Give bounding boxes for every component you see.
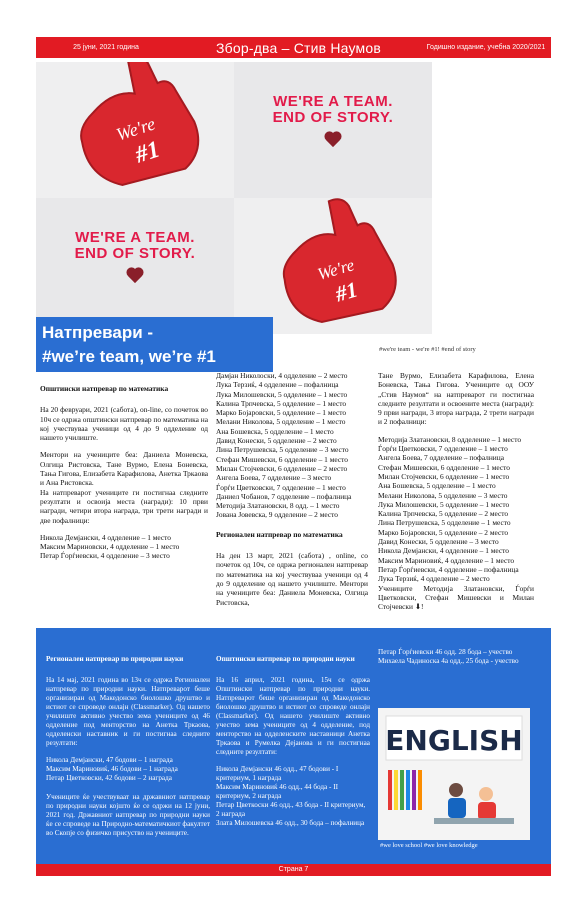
heading-regional-science: Регионален натпревар по природни науки [46,655,184,663]
list-item: Милан Стојчевски, 6 одделение – 2 место [216,463,348,473]
heart-icon [324,132,342,148]
article-science-continued [378,648,530,666]
article-column-1 [40,384,208,561]
foam-hand-graphic [234,198,432,334]
paragraph: Ментори на учениците беа: Даниела Моневска, Олгица Ристовска, Тане Вурмо, Елена Боневска, Тања Гигова, Елизабета Карафилова, Анетка Тркаова и Ана Ристовска. [40,450,208,488]
list-item: Ана Бошевска, 5 одделение – 1 место [216,426,334,436]
list-item: Дамјан Николоски, 4 одделение – 2 место [216,371,348,380]
list-item: Никола Демјански, 4 одделение – 1 место [378,546,509,556]
paragraph: Учениците ќе учествуваат на државниот натпревар по природни науки којшто ќе се одржи на 12 јуни, 2021 год. Државниот натпревар по природни науки ќе се спроведе на Природно-математичкиот факултет во Скопје со физичко присуство на учениците. [46,793,210,837]
heading-regional-math: Регионален натпревар по математика [216,529,343,539]
results-list [378,435,534,584]
list-item: Милан Стојчевски, 6 одделение – 1 место [378,471,510,481]
edition-label: Годишно издание, учебна 2020/2021 [426,44,546,51]
list-item: Стефан Мишевски, 6 одделение – 1 место [378,462,510,472]
section-banner [36,317,273,372]
english-word: ENGLISH [385,724,523,757]
list-item: Ана Бошевска, 5 одделение – 1 место [378,481,496,491]
list-item: Лина Петрушевска, 5 одделение – 3 место [216,445,349,455]
list-item: Ангела Боева, 7 одделение – 3 место [216,473,332,483]
list-item: Петар Ѓорѓиевски, 4 одделение – пофалница [378,564,519,574]
list-item: Петар Ѓорѓиевски, 4 одделение – 3 место [40,551,170,561]
list-item: Мелани Николова, 5 одделение – 3 место [378,490,508,500]
list-item: Ѓорѓи Цветковски, 7 одделение – 1 место [378,444,508,454]
list-item: Јована Јовевска, 9 одделение – 2 место [216,510,338,520]
list-item: Калина Трпчевска, 5 одделение – 2 место [378,509,509,519]
team-line-1: WE'RE A TEAM. [273,93,393,110]
list-item: Марко Бојаровски, 5 одделение – 1 место [216,408,347,418]
article-column-2 [216,371,368,615]
paragraph: Учениците Методија Златановски, Ѓорѓи Цветковски, Стефан Мишевски и Милан Стојчевски ⬇! [378,583,534,612]
list-item: Никола Демјански 46 одд., 47 бодови - I критериум, 1 награда [216,765,339,782]
article-regional-science [46,655,210,846]
list-item: Лука Терзиќ, 4 одделение – пофалница [216,380,339,390]
hand-number-text: #1 [132,136,163,169]
list-item: Калина Трпчевска, 5 одделение – 1 место [216,398,347,408]
paragraph: На 14 мај, 2021 година во 13ч се одржа Регионален натпревар по природни науки. Натпреварот беше организиран од Македонско биолошко друштво и истиот се спроведе онлајн (Classmarker). Од нашето училиште активно учество зема учениците од 46 одделение под менторство на Анетка Тркаова, одделенски наставник и ги постигнаа следните резултати: [46,676,210,747]
issue-date: 25 јуни, 2021 година [73,44,139,51]
results-list [216,371,368,520]
team-image-1 [234,62,432,198]
list-item: Никола Демјански, 4 одделение – 1 место [40,532,171,542]
team-line-2: END OF STORY. [74,244,196,262]
list-item: Максим Мариновски, 4 одделение – 1 место [40,542,180,552]
team-line-1: WE'RE A TEAM. [75,229,195,246]
header-bar [36,37,551,58]
hand-number-text: #1 [332,276,361,307]
paragraph: На натпреварот учениците ги постигнаа следните резултати и освоија места (награди): 10 први награди, четири втора награда, три трети награди и две пофалници: [40,487,208,525]
heading-municipal-science: Општински натпревар по природни науки [216,655,355,663]
newsletter-title: Збор-два – Стив Наумов [215,39,381,56]
list-item: Стефан Мишевски, 6 одделение – 1 место [216,454,348,464]
english-photo [378,708,530,840]
list-item: Петар Ѓорѓиевски 46 одд. 28 бода – учество [378,648,513,656]
list-item: Ангела Боева, 7 одделение – пофалница [378,453,504,463]
article-column-3 [378,371,534,619]
list-item: Злата Милошевска 46 одд., 30 бода – пофалница [216,819,365,827]
heart-icon [126,268,144,284]
results-list [40,533,208,561]
list-item: Давид Конески, 5 одделение – 3 место [378,537,499,547]
list-item: Лина Петрушевска, 5 одделение – 1 место [378,518,511,528]
list-item: Лука Милошевски, 5 одделение – 1 место [378,499,510,509]
hand-we-text: We're [315,255,357,284]
team-image-2 [36,198,234,317]
results-list [216,765,370,828]
list-item: Давид Конески, 5 одделение – 2 место [216,436,337,446]
foam-hand-graphic [36,62,234,198]
list-item: Марко Бојаровски, 5 одделение – 2 место [378,527,509,537]
page-number: Страна 7 [36,864,551,876]
list-item: Мелани Николова, 5 одделение – 1 место [216,417,346,427]
list-item: Петар Цветковски, 42 бодови – 2 награда [46,774,172,782]
list-item: Ѓорѓи Цветковски, 7 одделение – 1 место [216,482,346,492]
list-item: Михаела Чадиноска 4а одд., 25 бода - учество [378,657,519,665]
list-item: Даниел Чобанов, 7 одделение – пофалница [216,491,352,501]
heading-municipal-math: Општински натпревар по математика [40,384,169,393]
list-item: Лука Терзиќ, 4 одделение – 2 место [378,574,490,584]
image-caption: #we love school #we love knowledge [380,842,478,849]
list-item: Максим Мариновиќ, 4 одделение – 1 место [378,555,515,565]
hand-we-text: We're [113,113,158,145]
paragraph: На ден 13 март, 2021 (сабота) , online, со почеток од 10ч, се одржа регионален натпревар по математика на кој учествуваа ученици од 4 до 9 одделение од нашето училиште. Ментори на учениците беа: Даниела Моневска, Олгица Ристовска, [216,551,368,607]
list-item: Методија Златановски, 8 одд. – 1 место [216,501,340,511]
banner-line-1: Натпревари - [42,323,154,342]
list-item: Никола Демјански, 47 бодови – 1 награда [46,756,173,764]
team-line-2: END OF STORY. [272,108,394,126]
list-item: Методија Златановски, 8 одделение – 1 место [378,434,522,444]
list-item: Лука Милошевски, 5 одделение – 1 место [216,389,348,399]
list-item: Петар Цветкоски 46 одд., 43 бода - II критериум, 2 награда [216,801,366,818]
paragraph: Тане Вурмо, Елизабета Карафилова, Елена Боневска, Тања Гигова. Учениците од ООУ „Стив Наумов“ на натпреварот ги постигнаа следните резултати и освоените места (награди): 9 први награди, 3 втора награда, 2 трети награди и 2 пофалници: [378,371,534,427]
list-item: Максим Мариновиќ 46 одд., 44 бода - II критериум, 2 награда [216,783,338,800]
banner-line-2: #we’re team, we’re #1 [42,347,216,366]
paragraph: На 16 април, 2021 година, 15ч се одржа Општински натпревар по природни науки. Натпреварот беше организиран од Македонско биолошко друштво и истиот се спроведе онлајн (Classmarker). Од нашето училиште активно учество зема учениците од 4 одделение, под менторство на одделенските наставници Анетка Тркаова и Румелка Дејанова и ги постигнаа следните резултати: [216,676,370,756]
paragraph: На 20 февруари, 2021 (сабота), on-line, со почеток во 10ч се одржа општински натпревар по математика на кој учествуваа ученици од 4 до 9 одделение од нашето училиште. [40,405,208,443]
foam-hand-image-2 [234,198,432,334]
article-municipal-science [216,655,370,828]
results-list [46,756,210,783]
image-caption: #we're team - we're #1! #end of story [379,346,476,353]
list-item: Максим Мариновиќ, 46 бодови – 1 награда [46,765,178,773]
foam-hand-image-1 [36,62,234,198]
english-illustration [378,708,530,840]
